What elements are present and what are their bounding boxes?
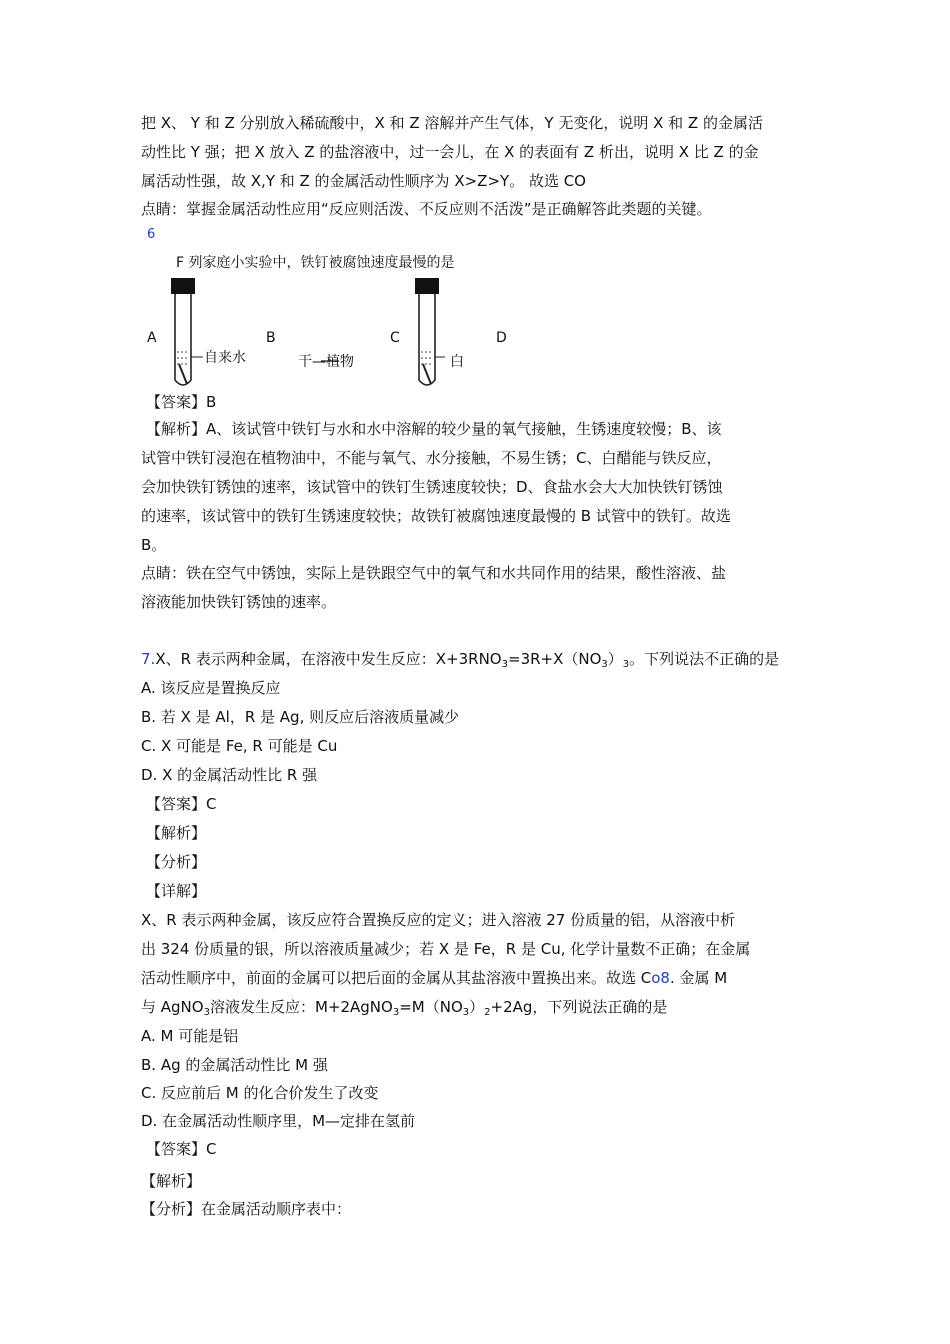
text-line: 把 X、 Y 和 Z 分别放入稀硫酸中，X 和 Z 溶解并产生气体，Y 无变化，说明 X 和 Z 的金属活 [141, 114, 763, 132]
stem-part: +2Ag，下列说法正确的是 [490, 998, 668, 1016]
stem-part: 溶液发生反应：M+2AgNO [209, 998, 393, 1016]
question-number: 6 [147, 227, 156, 242]
stem-part: =M（NO [399, 998, 463, 1016]
subscript: 3 [392, 1007, 400, 1018]
question-8-stem [141, 997, 667, 1023]
answer: 【答案】B [146, 393, 217, 411]
analysis-line: 的速率，该试管中的铁钉生锈速度较快；故铁钉被腐蚀速度最慢的 B 试管中的铁钉。故选 [141, 507, 731, 525]
option-d: D. 在金属活动性顺序里，M—定排在氢前 [141, 1112, 416, 1130]
option-c: C. X 可能是 Fe, R 可能是 Cu [141, 737, 338, 755]
xiangjie-heading: 【详解】 [146, 882, 207, 900]
stem-part: X、R 表示两种金属，在溶液中发生反应：X+3RNO [155, 650, 502, 668]
text-line: 属活动性强，故 X,Y 和 Z 的金属活动性顺序为 X>Z>Y。 故选 CO [141, 172, 586, 190]
analysis-line: B。 [141, 536, 167, 554]
tube-label-b: 干—植物 [298, 354, 354, 370]
subscript: 3 [622, 659, 630, 670]
question-number: 7. [141, 650, 156, 668]
option-a: A. 该反应是置换反应 [141, 679, 281, 697]
stem-part: 与 AgNO [141, 998, 204, 1016]
stem-part: . 金属 M [669, 969, 728, 987]
note-line: 溶液能加快铁钉锈蚀的速率。 [141, 593, 337, 611]
stem-part: =3R+X（NO [508, 650, 602, 668]
question-stem: F 列家庭小实验中，铁钉被腐蚀速度最慢的是 [176, 255, 455, 271]
tube-label-c: 白 [450, 354, 464, 370]
option-a: A. M 可能是铝 [141, 1027, 239, 1045]
option-label-d: D [496, 330, 507, 346]
detail-text: 活动性顺序中，前面的金属可以把后面的金属从其盐溶液中置换出来。故选 C [141, 969, 652, 987]
answer: 【答案】C [146, 1140, 217, 1158]
analysis-line: 【解析】A、该试管中铁钉与水和水中溶解的较少量的氧气接触，生锈速度较慢；B、该 [146, 420, 722, 438]
option-b: B. 若 X 是 Al，R 是 Ag, 则反应后溶液质量减少 [141, 708, 460, 726]
subscript: 3 [501, 659, 508, 670]
option-c: C. 反应前后 M 的化合价发生了改变 [141, 1084, 379, 1102]
analysis-line: 会加快铁钉锈蚀的速率，该试管中的铁钉生锈速度较快；D、食盐水会大大加快铁钉锈蚀 [141, 478, 723, 496]
option-label-b: B [266, 330, 276, 346]
fenxi-heading: 【分析】在金属活动顺序表中： [141, 1200, 352, 1218]
answer: 【答案】C [146, 795, 217, 813]
option-label-c: C [390, 330, 400, 346]
question-number: o8 [651, 969, 670, 987]
subscript: 3 [203, 1007, 210, 1018]
test-tube-a [171, 278, 203, 385]
subscript: 3 [462, 1007, 470, 1018]
jiexi-heading: 【解析】 [146, 824, 207, 842]
option-label-a: A [147, 330, 157, 346]
text-line: 点睛：掌握金属活动性应用“反应则活泼、不反应则不活泼”是正确解答此类题的关键。 [141, 200, 712, 218]
stem-part: ） [469, 998, 485, 1016]
text-line: 动性比 Y 强；把 X 放入 Z 的盐溶液中，过一会儿，在 X 的表面有 Z 析出，说明 X 比 Z 的金 [141, 143, 759, 161]
option-b: B. Ag 的金属活动性比 M 强 [141, 1056, 328, 1074]
stem-part: ） [607, 650, 623, 668]
detail-line [141, 968, 727, 988]
note-line: 点睛：铁在空气中锈蚀，实际上是铁跟空气中的氧气和水共同作用的结果，酸性溶液、盐 [141, 564, 727, 582]
detail-line: 出 324 份质量的银，所以溶液质量减少；若 X 是 Fe，R 是 Cu, 化学计量数不正确；在金属 [141, 940, 751, 958]
fenxi-heading: 【分析】 [146, 853, 207, 871]
subscript: 2 [484, 1007, 491, 1018]
tube-label-a: 自来水 [204, 350, 246, 366]
test-tube-figure [141, 252, 521, 392]
analysis-line: 试管中铁钉浸泡在植物油中，不能与氧气、水分接触，不易生锈；C、白醋能与铁反应， [141, 449, 722, 467]
jiexi-heading: 【解析】 [141, 1172, 202, 1190]
stem-part: 。下列说法不正确的是 [629, 650, 780, 668]
test-tube-c [415, 278, 445, 385]
option-d: D. X 的金属活动性比 R 强 [141, 766, 318, 784]
detail-line: X、R 表示两种金属，该反应符合置换反应的定义；进入溶液 27 份质量的铝，从溶液中析 [141, 911, 736, 929]
subscript: 3 [601, 659, 608, 670]
question-7-stem [141, 649, 779, 675]
